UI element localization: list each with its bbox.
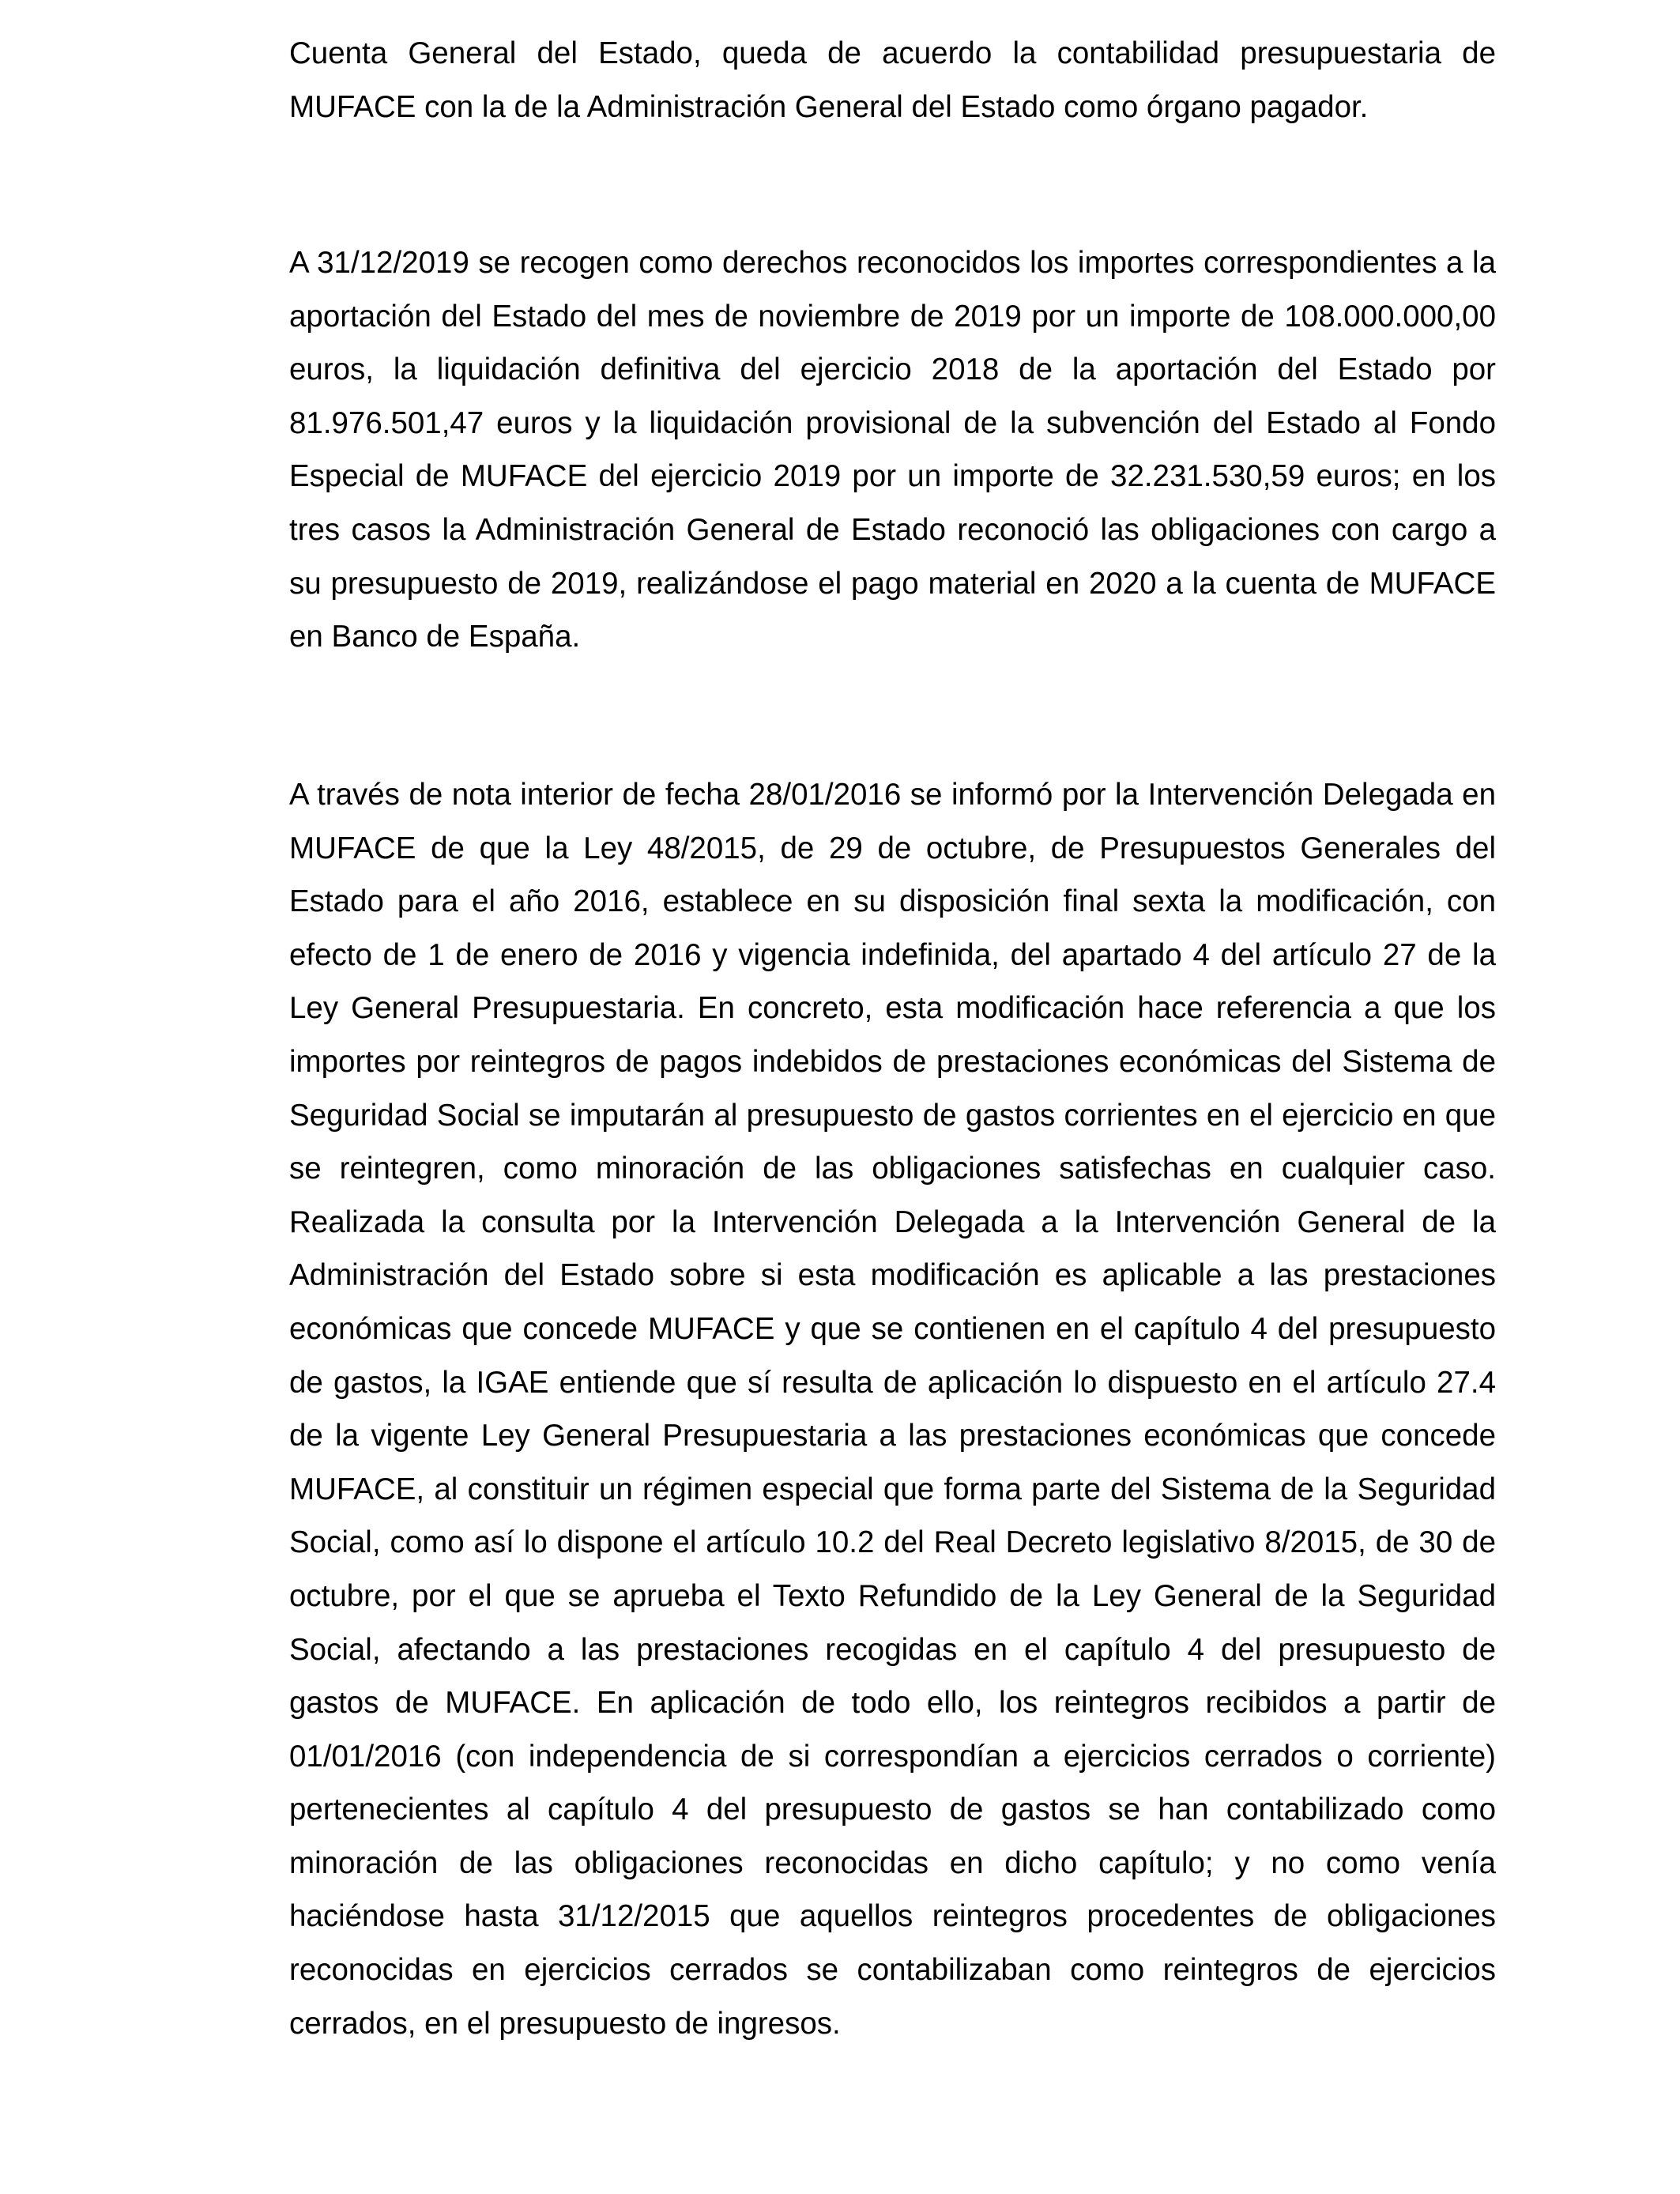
paragraph-nota-interior: A través de nota interior de fecha 28/01/2016 se informó por la Intervención Delegada en MUFACE de que la Ley 48/2015, de 29 de octubre, de Presupuestos Generales del Estado para el año 2016, establece en su disposición final sexta la modificación, con efecto de 1 de enero de 2016 y vigencia indefinida, del apartado 4 del artículo 27 de la Ley General Presupuestaria. En concreto, esta modificación hace referencia a que los importes por reintegros de pagos indebidos de prestaciones económicas del Sistema de Seguridad Social se imputarán al presupuesto de gastos corrientes en el ejercicio en que se reintegren, como minoración de las obligaciones satisfechas en cualquier caso. Realizada la consulta por la Intervención Delegada a la Intervención General de la Administración del Estado sobre si esta modificación es aplicable a las prestaciones económicas que concede MUFACE y que se contienen en el capítulo 4 del presupuesto de gastos, la IGAE entiende que sí resulta de aplicación lo dispuesto en el artículo 27.4 de la vigente Ley General Presupuestaria a las prestaciones económicas que concede MUFACE, al constituir un régimen especial que forma parte del Sistema de la Seguridad Social, como así lo dispone el artículo 10.2 del Real Decreto legislativo 8/2015, de 30 de octubre, por el que se aprueba el Texto Refundido de la Ley General de la Seguridad Social, afectando a las prestaciones recogidas en el capítulo 4 del presupuesto de gastos de MUFACE. En aplicación de todo ello, los reintegros recibidos a partir de 01/01/2016 (con independencia de si correspondían a ejercicios cerrados o corriente) pertenecientes al capítulo 4 del presupuesto de gastos se han contabilizado como minoración de las obligaciones reconocidas en dicho capítulo; y no como venía haciéndose hasta 31/12/2015 que aquellos reintegros procedentes de obligaciones reconocidas en ejercicios cerrados se contabilizaban como reintegros de ejercicios cerrados, en el presupuesto de ingresos. bbox=[289, 778, 1496, 2041]
paragraph-cuenta-general: Cuenta General del Estado, queda de acuerdo la contabilidad presupuestaria de MUFACE con la de la Administración General del Estado como órgano pagador. bbox=[289, 36, 1496, 124]
paragraph-derechos-reconocidos: A 31/12/2019 se recogen como derechos reconocidos los importes correspondientes a la aportación del Estado del mes de noviembre de 2019 por un importe de 108.000.000,00 euros, la liquidación definitiva del ejercicio 2018 de la aportación del Estado por 81.976.501,47 euros y la liquidación provisional de la subvención del Estado al Fondo Especial de MUFACE del ejercicio 2019 por un importe de 32.231.530,59 euros; en los tres casos la Administración General de Estado reconoció las obligaciones con cargo a su presupuesto de 2019, realizándose el pago material en 2020 a la cuenta de MUFACE en Banco de España. bbox=[289, 246, 1496, 654]
